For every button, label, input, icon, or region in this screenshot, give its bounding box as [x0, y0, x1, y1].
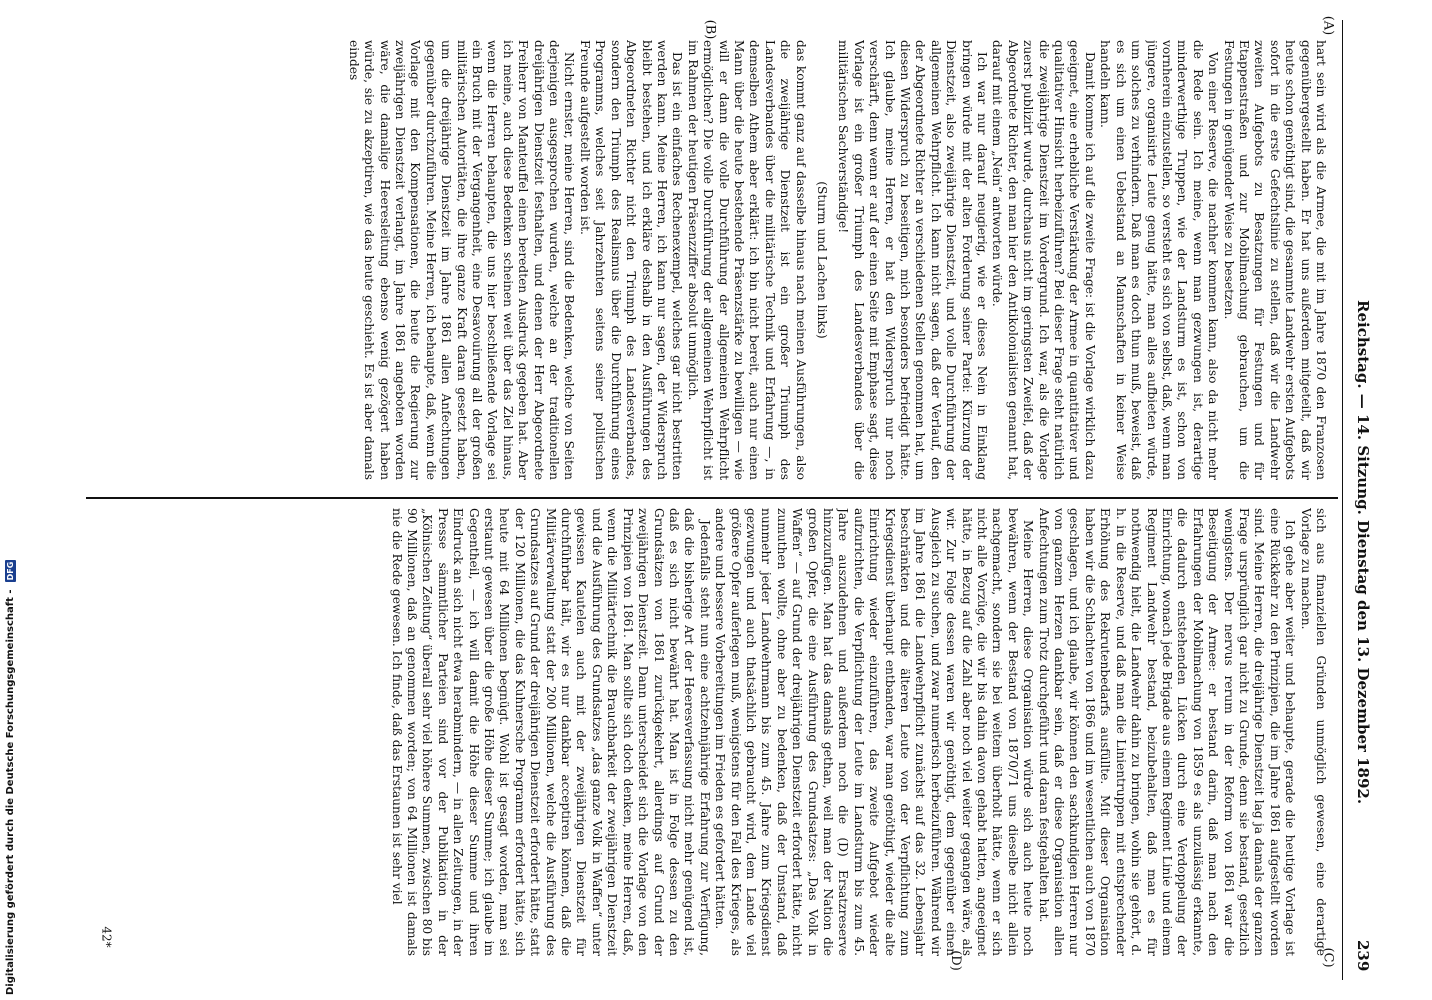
margin-mark-b: (B): [702, 19, 718, 40]
interjection: (Sturm und Lachen links): [815, 181, 829, 339]
right-column: [88, 508, 1328, 956]
paragraph: Jedenfalls steht nun eine achtzehnjährige Erfahrung zur Verfügung, daß die bisherige Art der Heeresverfassung nicht mehr genügend ist, daß es sich nicht bewährt hat. Man ist in Folge dessen zu den Grundsätzen von 1861 zurückgekehrt, allerdings auf Grund der zweijährigen Dienstzeit. Dann unterscheidet sich die Vorlage von den Prinzipien von 1861. Man sollte sich doch denken, meine Herren, daß, wenn die Militärtechnik die Brauchbarkeit der zweijährigen Dienstzeit und die Ausführung des Grundsatzes „das ganze Volk in Waffen“ unter gewissen Kautelen auch mit der zweijährigen Dienstzeit für durchführbar hält, wir es nur dankbar acceptiren können, daß die Militärverwaltung statt der 200 Millionen, welche die Ausführung des Grundsatzes auf Grund der dreijährigen Dienstzeit erfordert hätte, statt der 120 Millionen, die das Kuhnersche Programm erfordert hätte, sich heute mit 64 Millionen begnügt. Wohl ist gesagt worden, man sei erstaunt gewesen über die große Höhe dieser Summe; ich glaube im Gegentheil, — ich will damit die Höhe dieser Summe und ihren Eindruck an sich nicht etwa herabmindern, — in allen Zeitungen, in der Presse sämmtlicher Parteien sind vor der Publikation in der „Kölnischen Zeitung“ überall sehr viel höhere Summen, zwischen 80 bis 90 Millionen, daß an genommen worden; von 64 Millionen ist damals nie die Rede gewesen. Ich finde, daß das Erstaunen ist sehr viel: [389, 508, 712, 956]
digitization-credit: Digitalisierung gefördert durch die Deutsche Forschungsgemeinschaft -: [5, 589, 16, 995]
paragraph: Ich war nur darauf neugierig, wie er dieses Nein in Einklang bringen würde mit der alten Forderung seiner Partei: Kürzung der Dienstzeit, also zweijährige Dienstzeit, und volle Durchführung der allgemeinen Wehrpflicht. Ich kann nicht sagen, daß der Verlauf, den der Abgeordnete Richter an verschiedenen Stellen genommen hat, um diesen Widerspruch zu beseitigen, mich besonders befriedigt hätte. Ich glaube, meine Herren, er hat den Widerspruch nur noch verschärft, denn wenn er auf der einen Seite mit Emphase sagt, diese Vorlage ist ein großer Triumph des Landesverbandes über die militärischen Sachverständige!: [836, 40, 990, 480]
paragraph: das kommt ganz auf dasselbe hinaus nach meinen Ausführungen, also die zweijährige Dienstzeit ist ein großer Triumph des Landesverbandes über die militärische Technik und Erfahrung —, in demselben Athem aber erklärt: ich bin nicht bereit, auch nur einen Mann über die heute bestehende Präsenzstärke zu bewilligen — wie will er dann die volle Durchführung der allgemeinen Wehrpflicht ermöglichen? Die volle Durchführung der allgemeinen Wehrpflicht ist im Rahmen der heutigen Präsenzziffer absolut unmöglich.: [685, 40, 808, 480]
dfg-logo-icon: DFG: [5, 561, 15, 581]
right-column-frame: [88, 508, 1328, 956]
paragraph: Das ist ein einfaches Rechenexempel, welches gar nicht bestritten werden kann. Meine Herren, ich kann nur sagen, der Widerspruch bleibt bestehen, und ich erkläre deshalb in den Ausführungen des Abgeordneten Richter nicht den Triumph des Landesverbandes, sondern den Triumph des Realismus über die Durchführung eines Programms, welches seit Jahrzehnten seitens seiner politischen Freunde aufgestellt worden ist.: [577, 40, 685, 480]
header-rule: [1342, 20, 1343, 980]
paragraph: sich aus finanziellen Gründen unmöglich gewesen, eine derartige Vorlage zu machen.: [1298, 508, 1328, 956]
paragraph: hart sein wird als die Armee, die mit im Jahre 1870 den Franzosen gegenübergestellt haben. Er hat uns außerdem mitgeteilt, daß wir heute schon genöthigt sind, die gesammte Landwehr ersten Aufgebots sofort in die erste Gefechtslinie zu stellen, daß wir die Landwehr zweiten Aufgebots zu Besatzungen für Festungen und für Etappenstraßen und zur Mobilmachung gebrauchen, um die Festungen in genügender Weise zu besetzen.: [1221, 40, 1328, 480]
page-number: 239: [1354, 940, 1372, 972]
left-column: [88, 40, 1328, 480]
paragraph: Meine Herren, diese Organisation würde sich auch heute noch bewähren, wenn der Bestand von 1870/71 uns dieselbe nicht allein nachgemacht, sondern sie bei weitem überholt hätte, wenn er sich nicht alle Vorzüge, die wir bis dahin davon gehabt hatten, angeeignet hätte, in Bezug auf die Zahl aber noch viel weiter gegangen wäre, als wir. Zur Folge dessen waren wir genöthigt, dem gegenüber einen Ausgleich zu suchen, und zwar numerisch herbeizuführen. Während wir im Jahre 1861 die Landwehrpflicht zunächst auf das 32. Lebensjahr beschränkten und die älteren Leute von der Verpflichtung zum Kriegsdienst überhaupt entbanden, war man genöthigt, wieder die alte Einrichtung wieder einzuführen, das zweite Aufgebot wieder aufzurichten, die Verpflichtung der Leute im Landsturm bis zum 45. Jahre auszudehnen und außerdem noch die (D) Ersatzreserve hinzuzufügen. Man hat das damals gethan, weil man der Nation die großen Opfer, die eine Ausführung des Grundsatzes: „Das Volk in Waffen“ — auf Grund der dreijährigen Dienstzeit erfordert hätte, nicht zumuthen wollte, ohne aber zu bedenken, daß der Umstand, daß nunmehr jeder Landwehrmann bis zum 45. Jahre zum Kriegsdienst gezwungen und auch thatsächlich gebraucht wird, dem Lande viel größere Opfer auferlegen muß, wenigstens für den Fall des Krieges, als andere und bessere Vorbereitungen im Frieden es gefordert hätten.: [713, 508, 1036, 956]
margin-mark-a: (A): [1320, 15, 1336, 36]
paragraph: Von einer Reserve, die nachher kommen kann, also da nicht mehr die Rede sein. Ich meine, wenn man gezwungen ist, derartige minderwerthige Truppen, wie der Landsturm es ist, schon von vornherein einzustellen, so versteht es sich von selbst, daß, wenn man jüngere, organisirte Leute genug hätte, man alles aufbieten würde, um solches zu verhindern. Daß man es doch thun muß, beweist, daß es sich um einen Uebelstand an Mannschaften in keiner Weise handeln kann.: [1098, 40, 1221, 480]
margin-mark-c: (C): [1320, 947, 1336, 968]
paragraph: Nicht ernster, meine Herren, sind die Bedenken, welche von Seiten derjenigen ausgesprochen wurden, welche an der traditionellen dreijährigen Dienstzeit festhalten, und denen der Herr Abgeordnete Freiherr von Manteuffel einen beredten Ausdruck gegeben hat. Aber ich meine, auch diese Bedenken scheinen weit über das Ziel hinaus, wenn die Herren behaupten, die uns hier beschließende Vorlage sei ein Bruch mit der Vergangenheit, eine Desavouirung all der großen militärischen Autoritäten, die ihre ganze Kraft daran gesetzt haben, um die dreijährige Dienstzeit im Jahre 1861 allen Anfechtungen gegenüber durchzuführen. Meine Herren, ich behaupte, daß, wenn die Vorlage mit den Kompensationen, die heute die Regierung zur zweijährigen Dienstzeit verlangt, im Jahre 1861 angeboten worden wäre, die damalige Heeresleitung ebenso wenig gezögert haben würde, sie zu akzeptiren, wie das heute geschieht. Es ist aber damals eindes: [346, 40, 577, 480]
signature-mark: 42*: [99, 926, 114, 948]
column-divider: [86, 497, 1338, 499]
paragraph: Damit komme ich auf die zweite Frage: ist die Vorlage wirklich dazu geeignet, eine erhebliche Verstärkung der Armee in quantitativer und qualitativer Hinsicht herbeizuführen? Bei dieser Frage steht natürlich die zweijährige Dienstzeit im Vordergrund. Ich war, als die Vorlage zuerst publizirt wurde, durchaus nicht im geringsten Zweifel, daß der Abgeordnete Richter, den man hier den Antikolonialisten genannt hat, darauf mit einem „Nein“ antworten würde.: [990, 40, 1097, 480]
digitization-footer: [0, 0, 18, 1000]
left-column-frame: [88, 40, 1328, 480]
paragraph: Ich gehe aber weiter und behaupte, gerade die heutige Vorlage ist eine Rückkehr zu den Prinzipien, die im Jahre 1861 aufgestellt worden sind. Meine Herren, die dreijährige Dienstzeit lag ja damals der ganzen Frage ursprünglich gar nicht zu Grunde, denn sie bestand, gesetzlich wenigstens. Der nervus rerum in der Reform von 1861 war die Beseitigung der Armee: er bestand darin, daß man nach den Erfahrungen der Mobilmachung von 1859 es als unzulässig erkannte, die dadurch entstehenden Lücken durch eine Verdoppelung der Einrichtung, wonach jede Brigade aus einem Regiment Linie und einem Regiment Landwehr bestand, beizubehalten, daß man es für nothwendig hielt, die Landwehr dahin zu bringen, wohin sie gehört, d. h. in die Reserve, und daß man die Linientruppen mit entsprechender Erhöhung des Rekrutenbedarfs ausfüllte. Mit dieser Organisation haben wir die Schlachten von 1866 und im wesentlichen auch von 1870 geschlagen, und ich glaube, wir können den sachkundigen Herren nur von ganzem Herzen dankbar sein, daß er diese Organisation allen Anfechtungen zum Trotz durchgeführt und daran festgehalten hat.: [1036, 508, 1298, 956]
page-header-band: [1348, 0, 1378, 1000]
margin-mark-d: (D): [947, 950, 963, 971]
running-title: Reichstag. — 14. Sitzung. Dienstag den 13. Dezember 1892.: [1354, 300, 1372, 805]
